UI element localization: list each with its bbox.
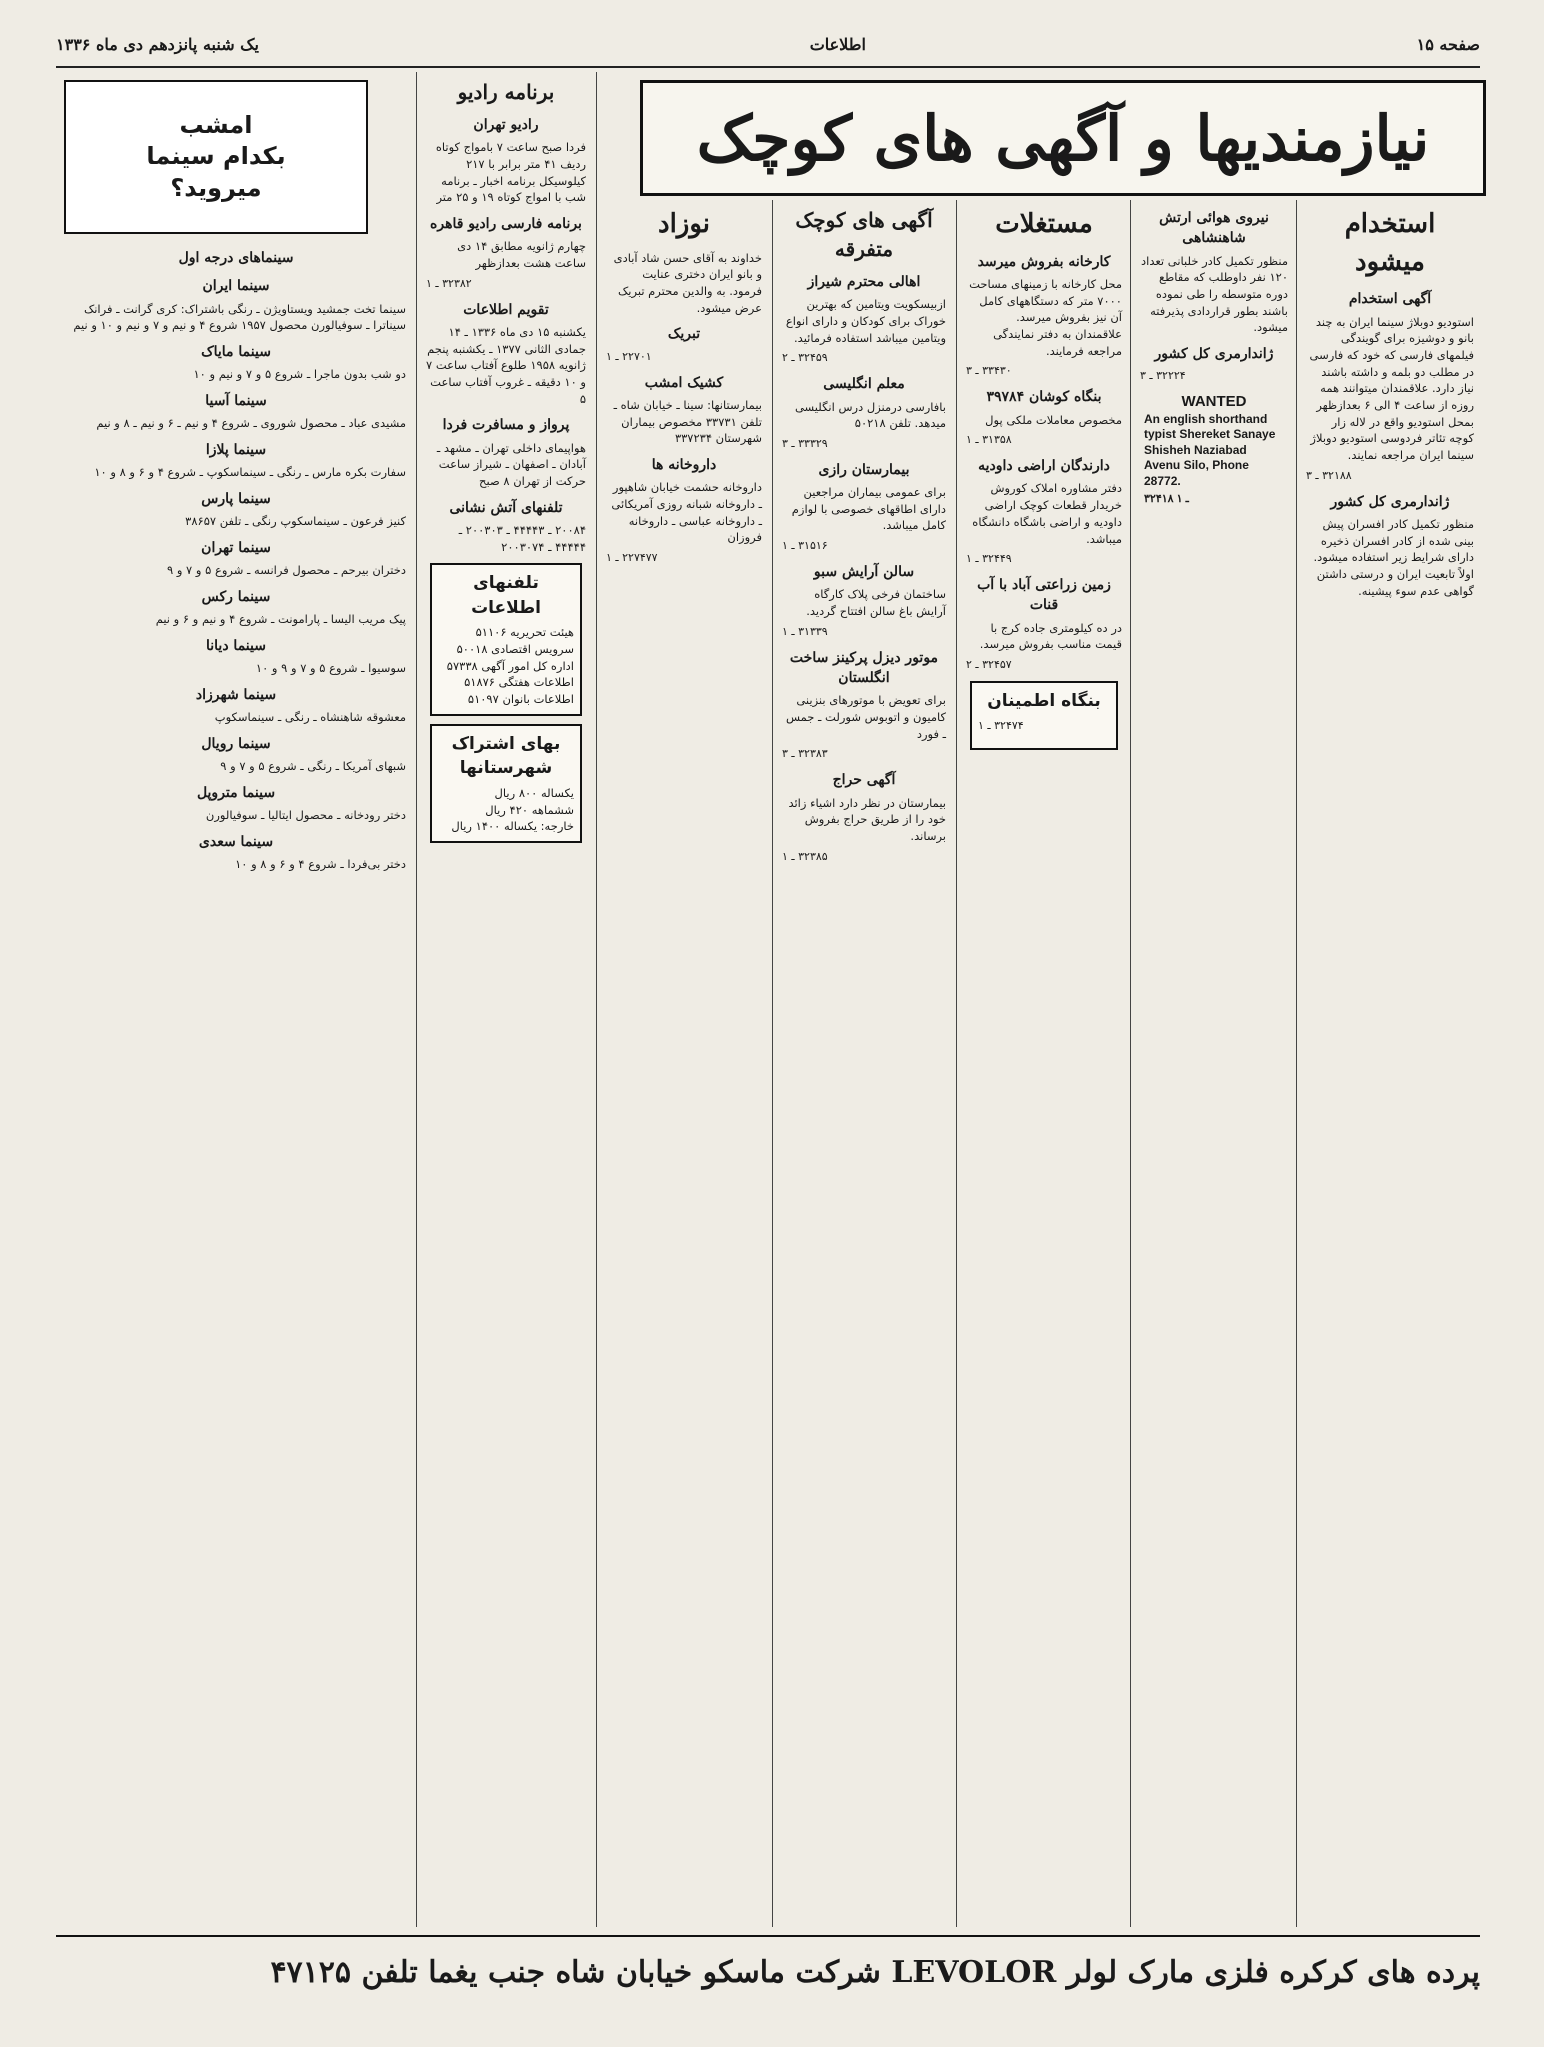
subscription-box-title: بهای اشتراک شهرستانها [451, 733, 561, 779]
newspaper-name: اطلاعات [809, 34, 866, 54]
subscription-line: یکساله ۸۰۰ ریال [494, 786, 574, 801]
cinema-text: سفارت بکره مارس ـ رنگی ـ سینماسکوپ ـ شروع ۴ و ۶ و ۸ و ۱۰ [94, 465, 406, 480]
cinema-text: دختر رودخانه ـ محصول ایتالیا ـ سوفیالورن [205, 807, 406, 822]
cinema-entry [66, 342, 406, 383]
cinema-name: سینما پلازا [205, 441, 267, 458]
ad-text: منظور تکمیل کادر افسران پیش بینی شده از کادر افسران ذخیره دارای شرایط زیر استفاده میشود. اولاً تابعیت ایران و درستی داشتن گواهی عدم سوء پیشینه. [1313, 516, 1474, 598]
ad-text: برای عمومی بیماران مراجعین دارای اطاقهای خصوصی با لوازم کامل میباشد. [791, 485, 946, 533]
ad-text: بیمارستان در نظر دارد اشیاء زائد خود را از طریق حراج بفروش برساند. [788, 795, 946, 843]
wanted-title: WANTED [1181, 393, 1247, 411]
cinema-entry [66, 276, 406, 334]
wanted-ad [1144, 392, 1284, 506]
ad-heading: اهالی محترم شیراز [807, 274, 921, 290]
ad-ref: ۳۳۴۳۰ ـ ۳ [966, 364, 1012, 378]
ad-text: خداوند به آقای حسن شاد آبادی و بانو ایران دختری عنایت فرمود. به والدین محترم تبریک عرض میشود. [613, 250, 762, 315]
column-employment [1300, 200, 1480, 1927]
births-title: نوزاد [657, 209, 711, 239]
ad-ref: ۳۲۲۲۴ ـ ۳ [1140, 369, 1186, 383]
phones-line: اطلاعات هفتگی ۵۱۸۷۶ [464, 675, 574, 690]
ad-heading: بیمارستان رازی [818, 461, 910, 478]
radio-title: برنامه رادیو [457, 80, 555, 104]
ad-text: یکشنبه ۱۵ دی ماه ۱۳۳۶ ـ ۱۴ جمادی الثانی ۱۳۷۷ ـ یکشنبه پنجم ژانویه ۱۹۵۸ طلوع آفتاب ساعت ۷ و ۱۰ دقیقه ـ غروب آفتاب ساعت ۵ [426, 324, 586, 406]
cinema-name: سینما پارس [201, 490, 271, 507]
ad-heading: دارندگان اراضی داودیه [978, 458, 1110, 475]
ad-text: بیمارستانها: سینا ـ خیابان شاه ـ تلفن ۳۳۷۳۱ مخصوص بیماران شهرستان ۳۳۷۲۳۴ [613, 397, 762, 446]
column-divider [772, 200, 773, 1927]
ad-text: فردا صبح ساعت ۷ بامواج کوتاه ردیف ۴۱ متر برابر با ۲۱۷ کیلوسیکل برنامه اخبار ـ برنامه شب با امواج کوتاه ۱۹ و ۲۵ متر [435, 140, 586, 205]
cinema-name: سینما رکس [201, 588, 271, 605]
ad-heading: ژاندارمری کل کشور [1154, 345, 1274, 362]
cinema-entry [66, 685, 406, 726]
ad-heading: سالن آرایش سبو [813, 564, 915, 581]
ad-text: منظور تکمیل کادر خلبانی تعداد ۱۲۰ نفر داوطلب که مقاطع دوره متوسطه را طی نموده باشند بطور قراردادی پذیرفته میشود. [1141, 253, 1288, 335]
ad-ref: ۳۱۵۱۶ ـ ۱ [782, 539, 828, 553]
ad-ref: ۳۲۱۸۸ ـ ۳ [1306, 468, 1352, 482]
ad-heading: ژاندارمری کل کشور [1330, 493, 1450, 510]
header-rule [56, 66, 1480, 68]
ad-heading: بنگاه کوشان ۳۹۷۸۴ [986, 389, 1102, 406]
cinema-banner-line3: میروید؟ [170, 173, 262, 202]
ad-ref: ۳۲۴۵۷ ـ ۲ [966, 658, 1012, 672]
issue-date: یک شنبه پانزدهم دی ماه ۱۳۳۶ [56, 34, 259, 54]
subscription-line: خارجه: یکساله ۱۴۰۰ ریال [451, 819, 574, 834]
ad-ref: ۲۲۷۴۷۷ ـ ۱ [606, 550, 658, 564]
ad-ref: ۳۳۳۲۹ ـ ۳ [782, 436, 828, 450]
ad-ref: ۳۲۴۴۹ ـ ۱ [966, 552, 1012, 566]
cinema-banner-text [146, 110, 285, 204]
ad-ref: ۳۲۴۵۹ ـ ۲ [782, 351, 828, 365]
column-divider [1296, 200, 1297, 1927]
employment-ad [1306, 492, 1474, 600]
ad-heading: آگهی استخدام [1348, 291, 1432, 308]
cinema-entry [66, 587, 406, 628]
wanted-text: An english shorthand typist Shereket Sanaye Shisheh Naziabad Avenu Silo, Phone 28772. [1144, 411, 1276, 489]
column-cinemas [60, 240, 412, 1927]
column-misc [776, 200, 952, 1927]
classifieds-banner-title: نیازمندیها و آگهی های کوچک [696, 101, 1430, 175]
phones-box-title: تلفنهای اطلاعات [471, 573, 541, 618]
wanted-ref: ۳۲۴۱۸ ـ ۱ [1144, 492, 1189, 505]
ad-heading: کارخانه بفروش میرسد [977, 253, 1111, 270]
ad-text: برای تعویض با موتورهای بنزینی کامیون و اتوبوس شورلت ـ جمس ـ فورد [785, 693, 946, 741]
cinema-name: سینما مایاک [201, 343, 271, 360]
ad-text: بافارسی درمنزل درس انگلیسی میدهد. تلفن ۵۰۲۱۸ [794, 399, 946, 431]
ad-text: دفتر مشاوره املاک کوروش خریدار قطعات کوچک اراضی داودیه و اراضی باشگاه دانشگاه میباشد. [972, 481, 1122, 546]
phones-line: اطلاعات بانوان ۵۱۰۹۷ [467, 692, 574, 707]
column-radio [420, 72, 592, 1927]
cinema-text: دختران بیرحم ـ محصول فرانسه ـ شروع ۵ و ۷ و ۹ [166, 563, 406, 578]
ad-heading: زمین زراعتی آباد با آب قنات [977, 577, 1111, 614]
cinema-name: سینما متروپل [196, 784, 276, 801]
cinema-name: سینما شهرزاد [195, 686, 277, 703]
subscription-box [430, 724, 582, 843]
ad-text: محل کارخانه با زمینهای مساحت ۷۰۰۰ متر که دستگاههای کامل آن نیز بفروش میرسد. علاقمندان به دفتر نمایندگی مراجعه فرمایند. [969, 276, 1122, 358]
ad-text: داروخانه حشمت خیابان شاهپور ـ داروخانه شبانه روزی آمریکائی ـ داروخانه عباسی ـ داروخانه فروزان [611, 480, 762, 545]
ad-ref: ۳۱۳۵۸ ـ ۱ [966, 433, 1012, 447]
column-divider [596, 72, 597, 1927]
cinema-name: سینما رویال [201, 735, 271, 752]
page-number: صفحه ۱۵ [1416, 34, 1480, 54]
cinema-name: سینما تهران [201, 539, 271, 556]
ad-ref: ۳۲۴۷۴ ـ ۱ [978, 718, 1024, 732]
cinema-entry [66, 538, 406, 579]
ad-heading: کشیک امشب [644, 374, 724, 391]
ad-text: چهارم ژانویه مطابق ۱۴ دی ساعت هشت بعدازظهر [457, 239, 586, 270]
cinema-text: مشیدی عباد ـ محصول شوروی ـ شروع ۴ و نیم ـ ۶ و نیم ـ ۸ و نیم [96, 416, 406, 431]
ad-heading: آگهی حراج [832, 772, 896, 789]
column-real-estate [960, 200, 1128, 1927]
cinema-banner-line2: بکدام سینما [146, 142, 286, 171]
boxed-ad-title: بنگاه اطمینان [987, 690, 1101, 711]
ad-text: مخصوص معاملات ملکی پول [985, 412, 1122, 427]
ad-text: هواپیمای داخلی تهران ـ مشهد ـ آبادان ـ اصفهان ـ شیراز ساعت حرکت از تهران ۸ صبح [436, 440, 586, 488]
column-divider [956, 200, 957, 1927]
cinema-text: پیک مریب الیسا ـ پارامونت ـ شروع ۴ و نیم و ۶ و نیم [155, 612, 406, 627]
subscription-line: ششماهه ۴۲۰ ریال [485, 802, 574, 817]
phones-box [430, 563, 582, 716]
cinema-entry [66, 489, 406, 530]
cinema-entry [66, 440, 406, 481]
cinema-entry [66, 783, 406, 824]
phones-line: هیئت تحریریه ۵۱۱۰۶ [475, 625, 574, 640]
ad-heading: برنامه فارسی رادیو قاهره [430, 215, 582, 232]
ad-heading: تبریک [667, 326, 701, 343]
cinema-entry [66, 636, 406, 677]
cinema-name: سینما آسیا [205, 392, 267, 409]
cinema-text: دختر بی‌فردا ـ شروع ۴ و ۶ و ۸ و ۱۰ [235, 856, 406, 871]
cinema-text: کنیز فرعون ـ سینماسکوپ رنگی ـ تلفن ۳۸۶۵۷ [185, 514, 406, 529]
classifieds-banner [640, 80, 1486, 196]
cinema-text: سوسیوا ـ شروع ۵ و ۷ و ۹ و ۱۰ [255, 661, 406, 676]
cinema-banner-line1: امشب [179, 111, 253, 140]
real-estate-title: مستغلات [995, 209, 1093, 239]
footer-ad [56, 1935, 1480, 2007]
cinema-name: سینما ایران [202, 278, 270, 295]
column-divider [416, 72, 417, 1927]
employment-title: استخدام میشود [1344, 209, 1436, 277]
cinema-text: معشوقه شاهنشاه ـ رنگی ـ سینماسکوپ [214, 710, 406, 725]
cinema-name: سینما دیانا [206, 637, 266, 654]
cinema-name: سینما سعدی [198, 833, 274, 850]
misc-title: آگهی های کوچک متفرقه [795, 208, 933, 261]
cinema-text: سینما تخت جمشید ویستاویژن ـ رنگی باشتراک: کری گرانت ـ فرانک سیناترا ـ سوفیالورن محصول ۱۹۵۷ شروع ۴ و نیم و ۷ و نیم و ۱۰ و نیم [73, 301, 406, 333]
ad-ref: ۳۲۳۸۵ ـ ۱ [782, 849, 828, 863]
cinema-text: شبهای آمریکا ـ رنگی ـ شروع ۵ و ۷ و ۹ [220, 758, 406, 773]
ad-heading: تلفنهای آتش نشانی [449, 499, 563, 516]
cinema-banner [64, 80, 368, 234]
ad-ref: ۳۲۳۸۲ ـ ۱ [426, 276, 472, 290]
ad-heading: معلم انگلیسی [823, 376, 905, 393]
ad-text: ۲۰۰۸۴ ـ ۴۴۴۴۳ ـ ۲۰۰۳۰۳ ـ ۴۴۴۴۴ ـ ۲۰۰۳۰۷۴ [458, 522, 586, 554]
ad-text: در ده کیلومتری جاده کرج با قیمت مناسب بفروش میرسد. [979, 620, 1122, 652]
ad-text: ازبیسکویت ویتامین که بهترین خوراک برای کودکان و دارای انواع ویتامین میباشد استفاده فرمائید. [785, 297, 946, 345]
ad-heading: موتور دیزل پرکینز ساخت انگلستان [789, 649, 939, 686]
ad-ref: ۳۲۳۸۳ ـ ۳ [782, 747, 828, 761]
cinema-entry [66, 832, 406, 873]
ad-ref: ۳۱۳۳۹ ـ ۱ [782, 624, 828, 638]
phones-line: اداره کل امور آگهی ۵۷۳۳۸ [446, 658, 574, 673]
cinema-entry [66, 391, 406, 432]
page-header [56, 20, 1480, 68]
ad-heading: تقویم اطلاعات [463, 301, 549, 318]
column-divider [1130, 200, 1131, 1927]
cinema-entry [66, 734, 406, 775]
cinema-text: دو شب بدون ماجرا ـ شروع ۵ و ۷ و نیم و ۱۰ [193, 367, 406, 382]
boxed-ad [970, 681, 1118, 750]
cinemas-title: سینماهای درجه اول [178, 250, 294, 266]
ad-ref: ۲۲۷۰۱ ـ ۱ [606, 349, 652, 363]
column-births [600, 200, 768, 1927]
employment-ad [1306, 289, 1474, 483]
ad-text: استودیو دوبلاژ سینما ایران به چند بانو و دوشیزه برای گویندگی فیلمهای فارسی که خود که فارسی در مطلب دو بلمه و داشته باشند نیاز دارد. علاقمندان میتوانند همه روزه از ساعت ۴ الی ۶ بعدازظهر بمحل استودیو واقع در لاله زار کوچه تئاتر فردوسی استودیو دوبلاژ سینما ایران مراجعه نمایند. [1309, 314, 1474, 463]
ad-heading: رادیو تهران [473, 117, 539, 133]
ad-text: ساختمان فرخی پلاک کارگاه آرایش باغ سالن افتتاح گردید. [806, 587, 946, 619]
footer-ad-text: پرده های کرکره فلزی مارک لولر LEVOLOR شرکت ماسکو خیابان شاه جنب یغما تلفن ۴۷۱۲۵ [270, 1954, 1480, 1990]
ad-heading: پرواز و مسافرت فردا [442, 417, 570, 434]
phones-line: سرویس اقتصادی ۵۰۰۱۸ [456, 642, 574, 657]
column-employment-2 [1134, 200, 1294, 1927]
ad-heading: داروخانه ها [651, 456, 717, 473]
ad-heading: نیروی هوائی ارتش شاهنشاهی [1159, 210, 1269, 247]
